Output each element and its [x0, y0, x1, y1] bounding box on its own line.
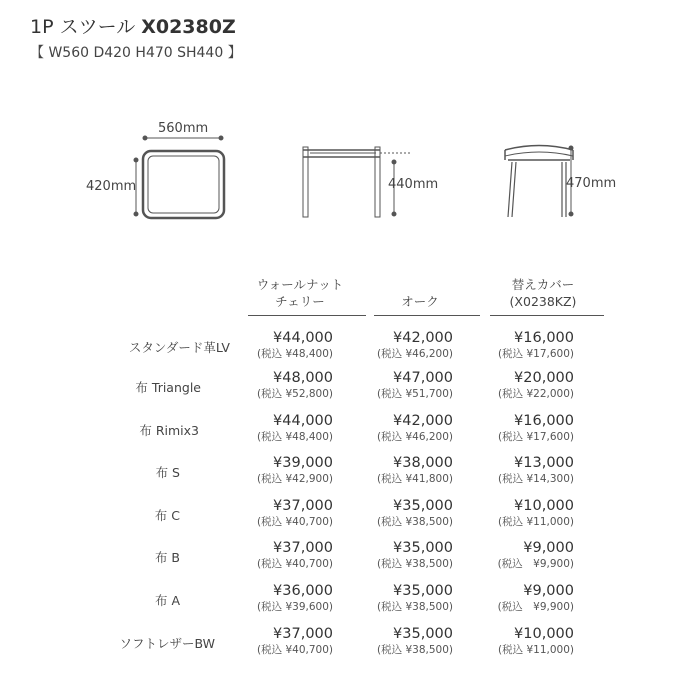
tax-included-price: (税込 ¥51,700) [377, 388, 453, 400]
seat-height-label: 440mm [388, 177, 439, 192]
price-cell [377, 330, 453, 361]
price-cell [257, 370, 333, 401]
price-value: ¥9,000 [523, 583, 574, 599]
dimension-drawings [0, 0, 700, 240]
column-header-line1: 替えカバー [511, 277, 575, 292]
price-cell [257, 455, 333, 486]
price-cell [377, 540, 453, 571]
tax-included-price: (税込 ¥17,600) [498, 431, 574, 443]
price-value: ¥9,000 [523, 540, 574, 556]
tax-included-price: (税込 ¥9,900) [497, 601, 574, 613]
column-header-walnut-cherry [240, 276, 360, 310]
tax-included-price: (税込 ¥40,700) [257, 644, 333, 656]
price-value: ¥35,000 [393, 626, 453, 642]
row-label: 布 Rimix3 [139, 423, 199, 438]
price-cell [498, 626, 574, 657]
price-value: ¥16,000 [514, 330, 574, 346]
overall-height-label: 470mm [566, 176, 617, 191]
column-divider-oak [374, 315, 480, 316]
price-value: ¥36,000 [273, 583, 333, 599]
price-cell [257, 413, 333, 444]
price-cell [498, 413, 574, 444]
column-header-line1 [360, 276, 480, 293]
price-value: ¥42,000 [393, 413, 453, 429]
price-value: ¥37,000 [273, 540, 333, 556]
price-cell [377, 413, 453, 444]
price-value: ¥35,000 [393, 498, 453, 514]
price-value: ¥10,000 [514, 498, 574, 514]
model-number: X02380Z [141, 16, 236, 38]
column-header-line2: オーク [401, 294, 439, 309]
tax-included-price: (税込 ¥11,000) [498, 516, 574, 528]
price-value: ¥44,000 [273, 413, 333, 429]
tax-included-price: (税込 ¥17,600) [498, 348, 574, 360]
price-cell [498, 583, 574, 614]
price-value: ¥13,000 [514, 455, 574, 471]
top-view-drawing [134, 136, 224, 218]
price-value: ¥20,000 [514, 370, 574, 386]
price-value: ¥16,000 [514, 413, 574, 429]
tax-included-price: (税込 ¥41,800) [377, 473, 453, 485]
price-value: ¥10,000 [514, 626, 574, 642]
price-value: ¥38,000 [393, 455, 453, 471]
tax-included-price: (税込 ¥40,700) [257, 516, 333, 528]
row-label: ソフトレザーBW [119, 636, 215, 651]
tax-included-price: (税込 ¥52,800) [257, 388, 333, 400]
tax-included-price: (税込 ¥46,200) [377, 431, 453, 443]
row-label: 布 S [155, 465, 180, 480]
tax-included-price: (税込 ¥38,500) [377, 516, 453, 528]
column-divider-cover [490, 315, 604, 316]
tax-included-price: (税込 ¥40,700) [257, 558, 333, 570]
tax-included-price: (税込 ¥14,300) [498, 473, 574, 485]
price-cell [498, 370, 574, 401]
price-cell [377, 626, 453, 657]
front-view-drawing [505, 146, 573, 218]
price-value: ¥42,000 [393, 330, 453, 346]
price-cell [257, 626, 333, 657]
price-value: ¥35,000 [393, 583, 453, 599]
price-cell [377, 455, 453, 486]
tax-included-price: (税込 ¥11,000) [498, 644, 574, 656]
price-value: ¥37,000 [273, 498, 333, 514]
price-cell [257, 540, 333, 571]
row-label: 布 B [154, 550, 180, 565]
price-value: ¥37,000 [273, 626, 333, 642]
row-label: 布 A [154, 593, 180, 608]
price-value: ¥39,000 [273, 455, 333, 471]
price-value: ¥35,000 [393, 540, 453, 556]
price-cell [257, 330, 333, 361]
column-header-line2: (X0238KZ) [509, 294, 577, 309]
price-value: ¥44,000 [273, 330, 333, 346]
dimension-summary: 【 W560 D420 H470 SH440 】 [30, 45, 242, 61]
price-cell [498, 455, 574, 486]
tax-included-price: (税込 ¥39,600) [257, 601, 333, 613]
row-label: スタンダード革LV [128, 340, 230, 355]
price-cell [377, 498, 453, 529]
tax-included-price: (税込 ¥48,400) [257, 348, 333, 360]
tax-included-price: (税込 ¥38,500) [377, 558, 453, 570]
tax-included-price: (税込 ¥48,400) [257, 431, 333, 443]
price-cell [377, 370, 453, 401]
row-label: 布 C [154, 508, 180, 523]
price-cell [498, 498, 574, 529]
stool-drawings-svg [0, 0, 700, 240]
top-width-label: 560mm [158, 121, 209, 136]
tax-included-price: (税込 ¥46,200) [377, 348, 453, 360]
tax-included-price: (税込 ¥38,500) [377, 644, 453, 656]
tax-included-price: (税込 ¥38,500) [377, 601, 453, 613]
column-divider-walnut-cherry [248, 315, 366, 316]
price-cell [498, 540, 574, 571]
column-header-line2: チェリー [275, 294, 325, 309]
row-label: 布 Triangle [135, 380, 201, 395]
tax-included-price: (税込 ¥9,900) [497, 558, 574, 570]
price-cell [257, 498, 333, 529]
price-cell [498, 330, 574, 361]
tax-included-price: (税込 ¥22,000) [498, 388, 574, 400]
price-value: ¥48,000 [273, 370, 333, 386]
price-value: ¥47,000 [393, 370, 453, 386]
product-name: 1P スツール [30, 16, 136, 38]
column-header-cover [483, 276, 603, 310]
price-cell [377, 583, 453, 614]
top-depth-label: 420mm [86, 179, 137, 194]
column-header-oak [360, 276, 480, 310]
column-header-line1: ウォールナット [256, 277, 344, 292]
tax-included-price: (税込 ¥42,900) [257, 473, 333, 485]
price-cell [257, 583, 333, 614]
